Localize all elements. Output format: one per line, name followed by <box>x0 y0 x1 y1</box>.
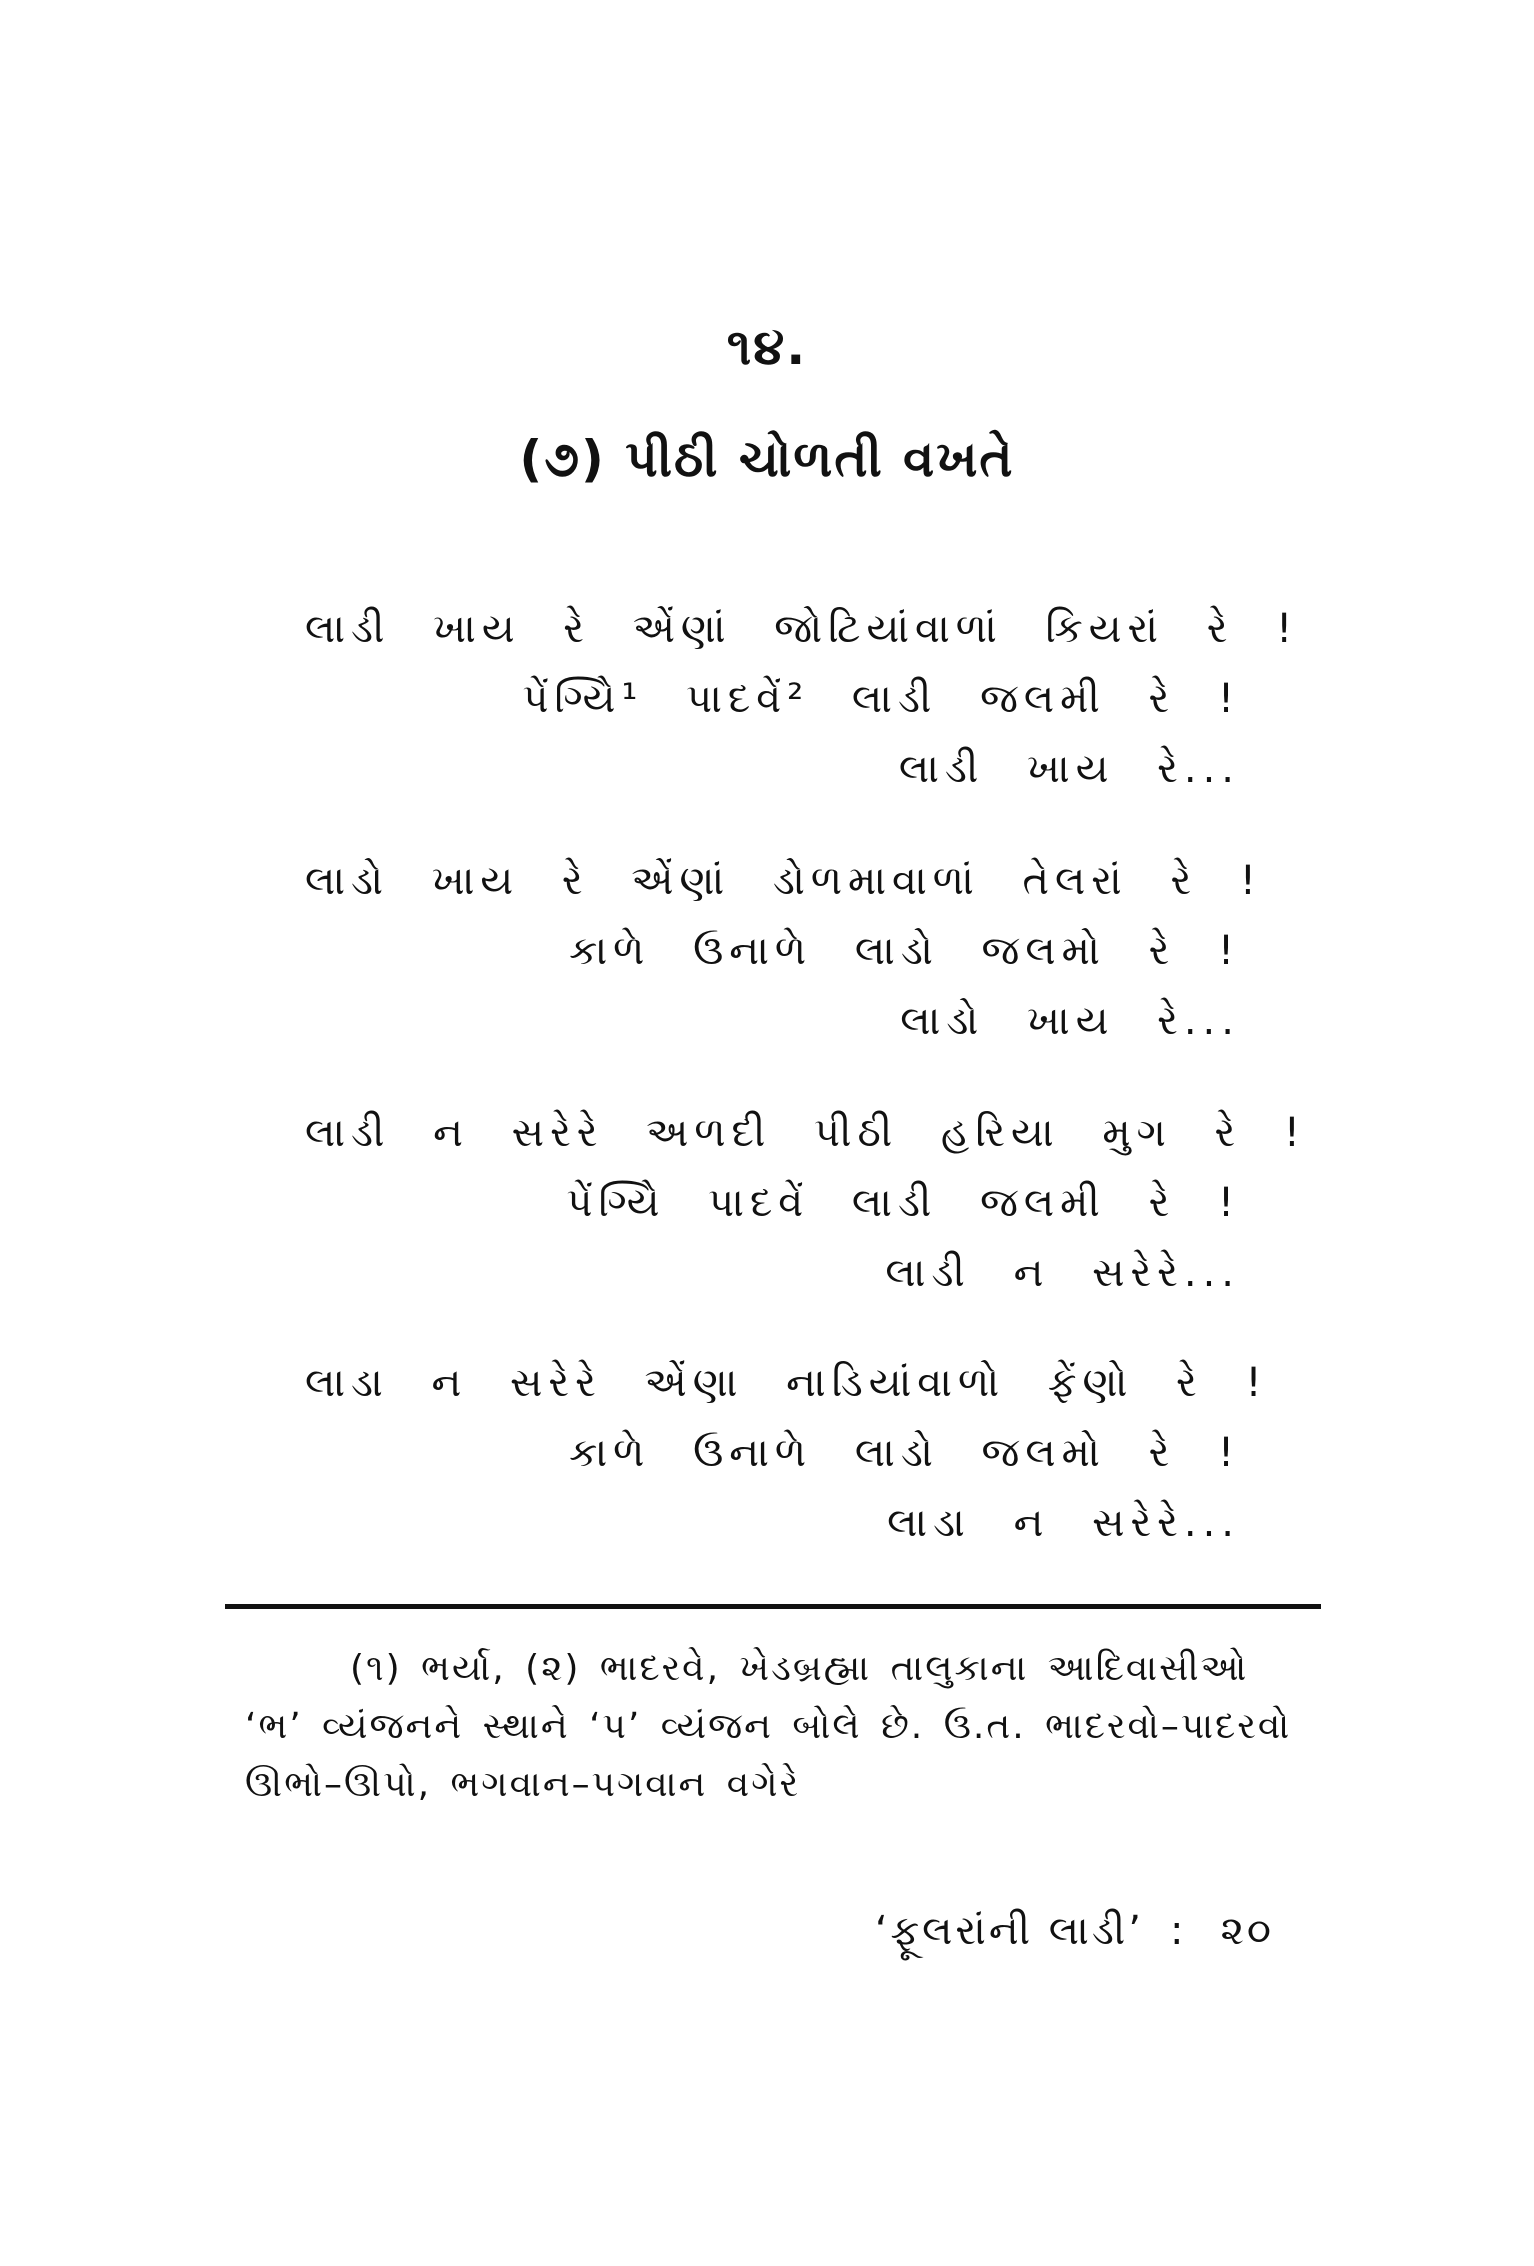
stanza-4-line-1: લાડા ન સરેરે એંણા નાડિયાંવાળો ફેંણો રે ! <box>305 1360 1268 1406</box>
stanza-3-line-1: લાડી ન સરેરે અળદી પીઠી હરિયા મુગ રે ! <box>305 1110 1306 1156</box>
page-number: ૨૦ <box>1220 1908 1274 1954</box>
footer-separator: : <box>1169 1908 1187 1954</box>
song-number: ૧૪. <box>726 318 808 376</box>
footnote-divider <box>225 1604 1321 1609</box>
running-book-title: ‘ફૂલરાંની લાડી’ <box>874 1908 1144 1954</box>
stanza-4-line-2: કાળે ઉનાળે લાડો જલમો રે ! <box>569 1430 1240 1476</box>
stanza-1-line-2: પેંગ્યેિ¹ પાદવેં² લાડી જલમી રે ! <box>522 676 1240 722</box>
song-title: (૭) પીઠી ચોળતી વખતે <box>519 430 1015 488</box>
page-footer <box>875 1908 1274 1954</box>
footnote-line-1: (૧) ભર્યા, (૨) ભાદરવે, ખેડબ્રહ્મા તાલુકાના આદિવાસીઓ <box>350 1648 1249 1689</box>
stanza-2-refrain: લાડો ખાય રે... <box>900 998 1240 1044</box>
stanza-3-refrain: લાડી ન સરેરે... <box>885 1250 1240 1296</box>
stanza-2-line-1: લાડો ખાય રે એંણાં ડોળમાવાળાં તેલરાં રે ! <box>305 858 1262 904</box>
stanza-1-line-1: લાડી ખાય રે એંણાં જોટિયાંવાળાં કિયરાં રે ! <box>305 606 1299 652</box>
stanza-4-refrain: લાડા ન સરેરે... <box>887 1500 1240 1546</box>
stanza-2-line-2: કાળે ઉનાળે લાડો જલમો રે ! <box>569 928 1240 974</box>
stanza-3-line-2: પેંગ્યિે પાદવેં લાડી જલમી રે ! <box>566 1180 1240 1226</box>
footnote-line-2: ‘ભ’ વ્યંજનને સ્થાને ‘પ’ વ્યંજન બોલે છે. ઉ.ત. ભાદરવો–પાદરવો <box>245 1706 1292 1747</box>
stanza-1-refrain: લાડી ખાય રે... <box>898 746 1240 792</box>
footnote-line-3: ઊભો–ઊપો, ભગવાન–પગવાન વગેરે <box>245 1764 801 1805</box>
